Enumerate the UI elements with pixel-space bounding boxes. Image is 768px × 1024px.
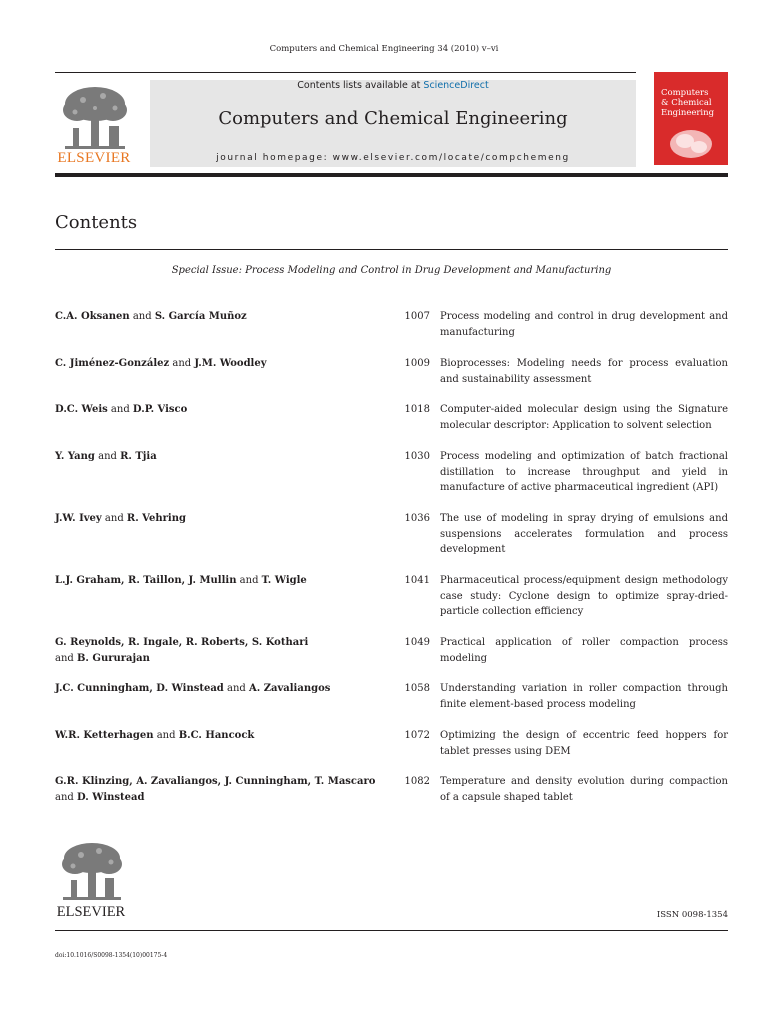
entry-title[interactable]: The use of modeling in spray drying of emulsions and suspensions accelerates formulation and process development <box>440 513 728 555</box>
author-conjunction: and <box>94 451 121 462</box>
entry-page-number: 1058 <box>404 683 430 694</box>
elsevier-tree-logo <box>55 838 127 908</box>
author-names: R. Tjia <box>120 451 157 462</box>
entry-authors <box>55 573 390 589</box>
author-conjunction: and <box>223 683 249 694</box>
entry-title[interactable]: Bioprocesses: Modeling needs for process evaluation and sustainability assessment <box>440 358 728 385</box>
entry-authors <box>55 309 390 325</box>
author-names: G. Reynolds, R. Ingale, R. Roberts, S. Kothari <box>55 637 309 648</box>
running-head: Computers and Chemical Engineering 34 (2010) v–vi <box>269 44 499 54</box>
entry-authors <box>55 356 390 372</box>
cover-title-line: & Chemical <box>661 98 712 108</box>
cover-title-line: Engineering <box>661 108 715 118</box>
author-conjunction: and <box>169 358 195 369</box>
publisher-wordmark: ELSEVIER <box>57 150 131 166</box>
cover-title <box>661 88 714 118</box>
author-conjunction: and <box>153 730 179 741</box>
cover-graphic <box>668 128 714 160</box>
author-names: G.R. Klinzing, A. Zavaliangos, J. Cunningham, T. Mascaro <box>55 776 376 787</box>
entry-authors <box>55 774 390 806</box>
entry-authors <box>55 511 390 527</box>
header-thick-rule <box>55 173 728 177</box>
author-names: C.A. Oksanen <box>55 311 130 322</box>
entry-page-number: 1072 <box>404 730 430 741</box>
entry-page-number: 1009 <box>404 358 430 369</box>
entry-authors <box>55 449 390 465</box>
entry-page-number: 1007 <box>404 311 430 322</box>
issn: ISSN 0098-1354 <box>656 910 728 920</box>
author-conjunction: and <box>107 404 133 415</box>
entry-authors <box>55 635 390 667</box>
author-names: C. Jiménez-González <box>55 358 170 369</box>
entry-page-number: 1030 <box>404 451 430 462</box>
entry-page-number: 1041 <box>404 575 430 586</box>
entry-title[interactable]: Process modeling and optimization of batch fractional distillation to increase throughput and yield in manufacture of active pharmaceutical ingredient (API) <box>440 451 728 493</box>
author-names: B.C. Hancock <box>178 730 255 741</box>
doi[interactable]: doi:10.1016/S0098-1354(10)00175-4 <box>55 952 168 959</box>
contents-available-line <box>150 80 636 91</box>
entry-authors <box>55 681 390 697</box>
entry-title[interactable]: Pharmaceutical process/equipment design methodology case study: Cyclone design to optimize spray-dried-particle collection efficiency <box>440 575 728 617</box>
title-rule <box>55 249 728 250</box>
entry-title[interactable]: Understanding variation in roller compaction through finite element-based process modeling <box>440 683 728 710</box>
footer-publisher-wordmark: ELSEVIER <box>56 904 126 920</box>
author-names: J.C. Cunningham, D. Winstead <box>55 683 224 694</box>
entry-title[interactable]: Computer-aided molecular design using the Signature molecular descriptor: Application to solvent selection <box>440 404 728 431</box>
page-title: Contents <box>55 212 138 233</box>
entry-title[interactable]: Practical application of roller compaction process modeling <box>440 637 728 664</box>
author-names: D. Winstead <box>76 792 145 803</box>
special-issue-heading: Special Issue: Process Modeling and Control in Drug Development and Manufacturing <box>171 265 612 276</box>
contents-available-text: Contents lists available at <box>297 80 424 91</box>
author-conjunction: and <box>101 513 127 524</box>
entry-page-number: 1082 <box>404 776 430 787</box>
author-names: D.C. Weis <box>55 404 108 415</box>
author-names: W.R. Ketterhagen <box>55 730 154 741</box>
author-conjunction: and <box>55 792 77 803</box>
sciencedirect-link[interactable]: ScienceDirect <box>423 80 489 91</box>
journal-title: Computers and Chemical Engineering <box>218 108 568 129</box>
entry-page-number: 1018 <box>404 404 430 415</box>
author-names: B. Gururajan <box>76 653 150 664</box>
entry-authors <box>55 728 390 744</box>
author-conjunction: and <box>236 575 262 586</box>
author-names: A. Zavaliangos <box>248 683 331 694</box>
author-conjunction: and <box>55 653 77 664</box>
author-names: L.J. Graham, R. Taillon, J. Mullin <box>55 575 237 586</box>
author-names: J.W. Ivey <box>55 513 102 524</box>
journal-homepage[interactable]: journal homepage: www.elsevier.com/locate/compchemeng <box>216 153 570 163</box>
top-rule <box>55 72 636 73</box>
author-conjunction: and <box>129 311 155 322</box>
cover-title-line: Computers <box>661 88 709 98</box>
author-names: D.P. Visco <box>132 404 188 415</box>
entry-page-number: 1049 <box>404 637 430 648</box>
author-names: J.M. Woodley <box>194 358 267 369</box>
author-names: S. García Muñoz <box>154 311 247 322</box>
author-names: Y. Yang <box>55 451 95 462</box>
entry-title[interactable]: Optimizing the design of eccentric feed hoppers for tablet presses using DEM <box>440 730 728 757</box>
entry-authors <box>55 402 390 418</box>
entry-page-number: 1036 <box>404 513 430 524</box>
footer-rule <box>55 930 728 931</box>
entry-title[interactable]: Temperature and density evolution during compaction of a capsule shaped tablet <box>440 776 728 803</box>
entry-title[interactable]: Process modeling and control in drug development and manufacturing <box>440 311 728 338</box>
author-names: T. Wigle <box>261 575 307 586</box>
author-names: R. Vehring <box>126 513 186 524</box>
